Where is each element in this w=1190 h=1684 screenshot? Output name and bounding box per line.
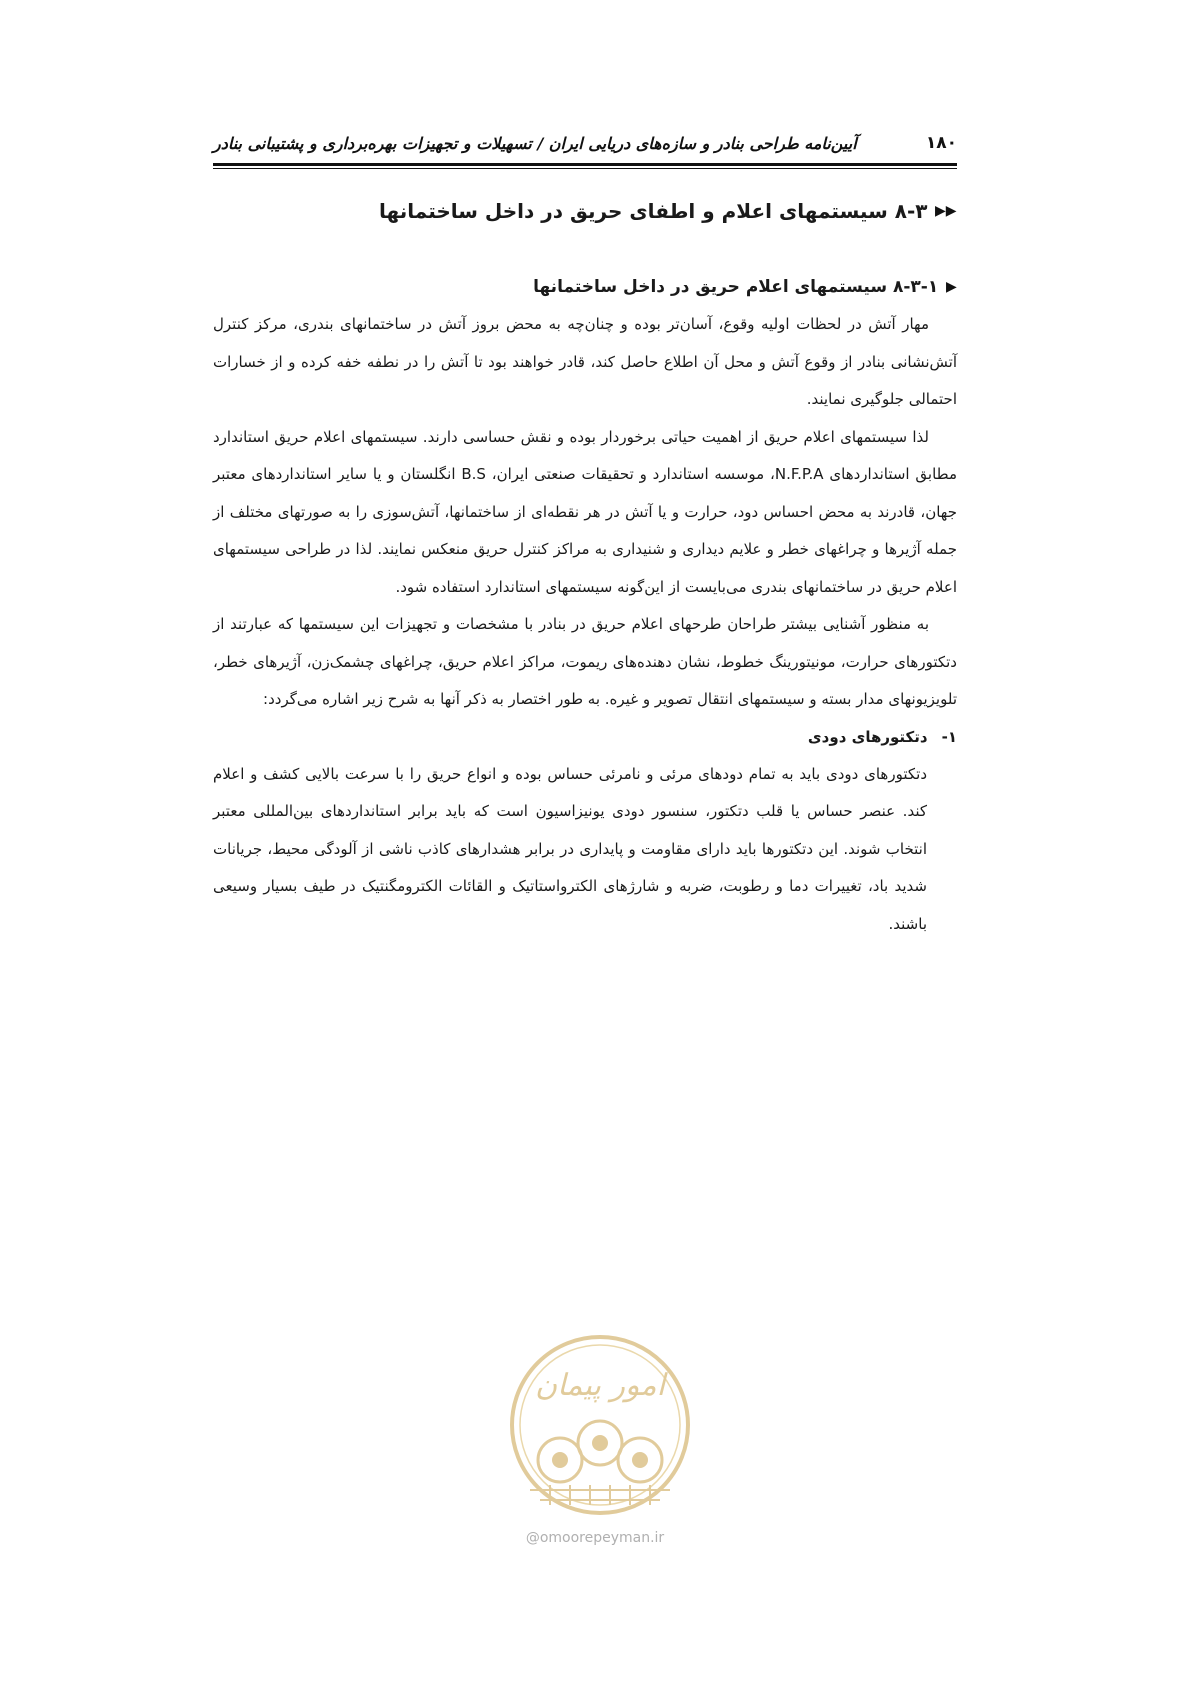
watermark-logo: [490, 1325, 710, 1525]
paragraph: مهار آتش در لحظات اولیه وقوع، آسان‌تر بوده و چنان‌چه به محض بروز آتش در ساختمانهای بندری، مرکز کنترل آتش‌نشانی بنادر از وقوع آتش و محل آن اطلاع حاصل کند، قادر خواهند بود تا آتش را در نطفه خفه کرده و از خسارات احتمالی جلوگیری نمایند.: [213, 315, 957, 408]
subsection-heading: [213, 268, 957, 306]
list-item-number: ۱-: [941, 728, 957, 746]
paragraph: لذا سیستمهای اعلام حریق از اهمیت حیاتی برخوردار بوده و نقش حساسی دارند. سیستمهای اعلام حریق استاندارد مطابق استانداردهای N.F.P.A، موسسه استاندارد و تحقیقات صنعتی ایران، B.S انگلستان و یا سایر استانداردهای معتبر جهان، قادرند به محض احساس دود، حرارت و یا آتش در هر نقطه‌ای از ساختمانها، آتش‌سوزی را به صورتهای مختلف از جمله آژیرها و چراغهای خطر و علایم دیداری و شنیداری به مراکز کنترل حریق منعکس نمایند. لذا در طراحی سیستمهای اعلام حریق در ساختمانهای بندری می‌بایست از این‌گونه سیستمهای استاندارد استفاده شود.: [213, 427, 957, 596]
running-header: [213, 128, 957, 158]
running-title: آیین‌نامه طراحی بنادر و سازه‌های دریایی ایران / تسهیلات و تجهیزات بهره‌برداری و پشتیبانی بنادر: [213, 133, 857, 153]
paragraph: به منظور آشنایی بیشتر طراحان طرحهای اعلام حریق در بنادر با مشخصات و تجهیزات این سیستمها که عبارتند از دتکتورهای حرارت، مونیتورینگ خطوط، نشان دهنده‌های ریموت، مراکز اعلام حریق، چراغهای چشمک‌زن، آژیرهای خطر، تلویزیونهای مدار بسته و سیستمهای انتقال تصویر و غیره. به طور اختصار به ذکر آنها به شرح زیر اشاره می‌گردد:: [213, 615, 957, 708]
triangle-icon: ◀: [946, 279, 957, 295]
page-number: ۱۸۰: [925, 133, 957, 153]
section-heading: [213, 190, 957, 232]
list-item-body: دتکتورهای دودی باید به تمام دودهای مرئی و نامرئی حساس بوده و انواع حریق را با سرعت بالایی کشف و اعلام کند. عنصر حساس یا قلب دتکتور، سنسور دودی یونیزاسیون است که باید برابر استانداردهای بین‌المللی معتبر انتخاب شوند. این دتکتورها باید دارای مقاومت و پایداری در برابر هشدارهای کاذب ناشی از آلودگی محیط، جریانات شدید باد، تغییرات دما و رطوبت، ضربه و شارژهای الکترواستاتیک و القائات الکترومگنتیک در طیف بسیار وسیعی باشند.: [213, 764, 927, 933]
double-triangle-icon: ◀◀: [935, 203, 957, 219]
header-rule-thin: [213, 168, 957, 169]
subsection-title: ۸-۳-۱ سیستمهای اعلام حریق در داخل ساختمانها: [533, 277, 939, 297]
list-item-title: دتکتورهای دودی: [807, 728, 928, 746]
list-item-heading: [213, 719, 957, 756]
page-content: [213, 190, 957, 943]
watermark-logo-text: امور پیمان: [535, 1368, 665, 1403]
header-rule: [213, 163, 957, 166]
section-title: ۸-۳ سیستمهای اعلام و اطفای حریق در داخل ساختمانها: [379, 199, 928, 223]
watermark-url: @omoorepeyman.ir: [525, 1530, 665, 1546]
